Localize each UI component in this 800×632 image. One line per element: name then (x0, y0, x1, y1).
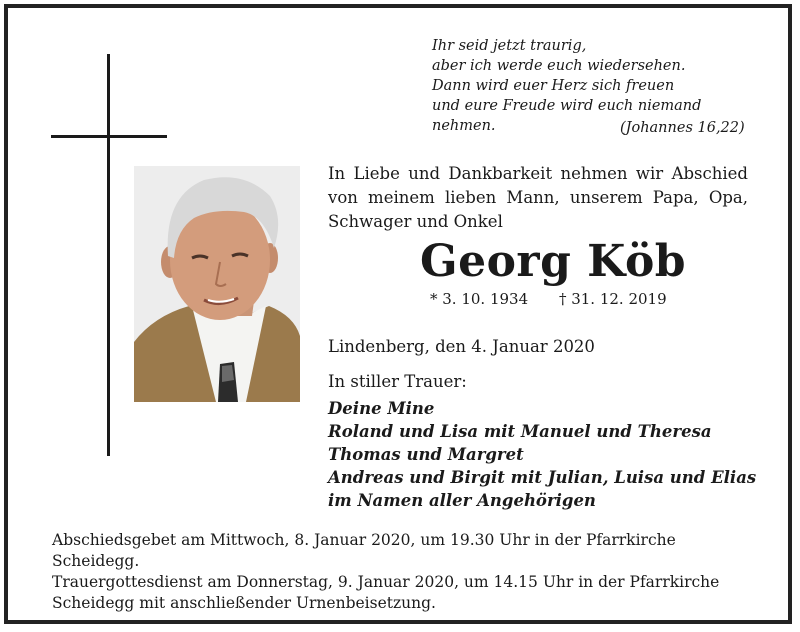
place-date: Lindenberg, den 4. Januar 2020 (328, 337, 595, 356)
intro-line: von meinem lieben Mann, unserem Papa, Opa, (328, 188, 748, 207)
quote-line: Dann wird euer Herz sich freuen (432, 78, 675, 94)
death-date: † 31. 12. 2019 (558, 290, 667, 308)
quote-line: und eure Freude wird euch niemand nehmen. (432, 98, 702, 134)
quote-line: Ihr seid jetzt traurig, (432, 38, 587, 54)
birth-date: * 3. 10. 1934 (430, 290, 529, 308)
portrait-photo (134, 166, 300, 402)
quote-source: (Johannes 16,22) (620, 120, 745, 136)
deceased-name: Georg Köb (420, 236, 687, 287)
family-list (328, 397, 756, 512)
family-line: Roland und Lisa mit Manuel und Theresa (328, 422, 712, 441)
quote-line: aber ich werde euch wiedersehen. (432, 58, 686, 74)
intro-line: Schwager und Onkel (328, 212, 503, 231)
family-line: Andreas und Birgit mit Julian, Luisa und Elias (328, 468, 757, 487)
cross-icon (107, 54, 110, 456)
mourning-label: In stiller Trauer: (328, 372, 467, 391)
service-line: Abschiedsgebet am Mittwoch, 8. Januar 2020, um 19.30 Uhr in der Pfarrkirche Scheidegg. (52, 531, 676, 570)
service-info (52, 530, 752, 614)
life-dates (430, 290, 693, 308)
intro-line: In Liebe und Dankbarkeit nehmen wir Abschied (328, 164, 748, 183)
intro-text (328, 162, 748, 234)
family-line: im Namen aller Angehörigen (328, 491, 596, 510)
service-line: Scheidegg mit anschließender Urnenbeisetzung. (52, 594, 436, 612)
family-line: Thomas und Margret (328, 445, 524, 464)
service-line: Trauergottesdienst am Donnerstag, 9. Januar 2020, um 14.15 Uhr in der Pfarrkirche (52, 573, 720, 591)
cross-icon-bar (51, 135, 167, 138)
family-line: Deine Mine (328, 399, 435, 418)
